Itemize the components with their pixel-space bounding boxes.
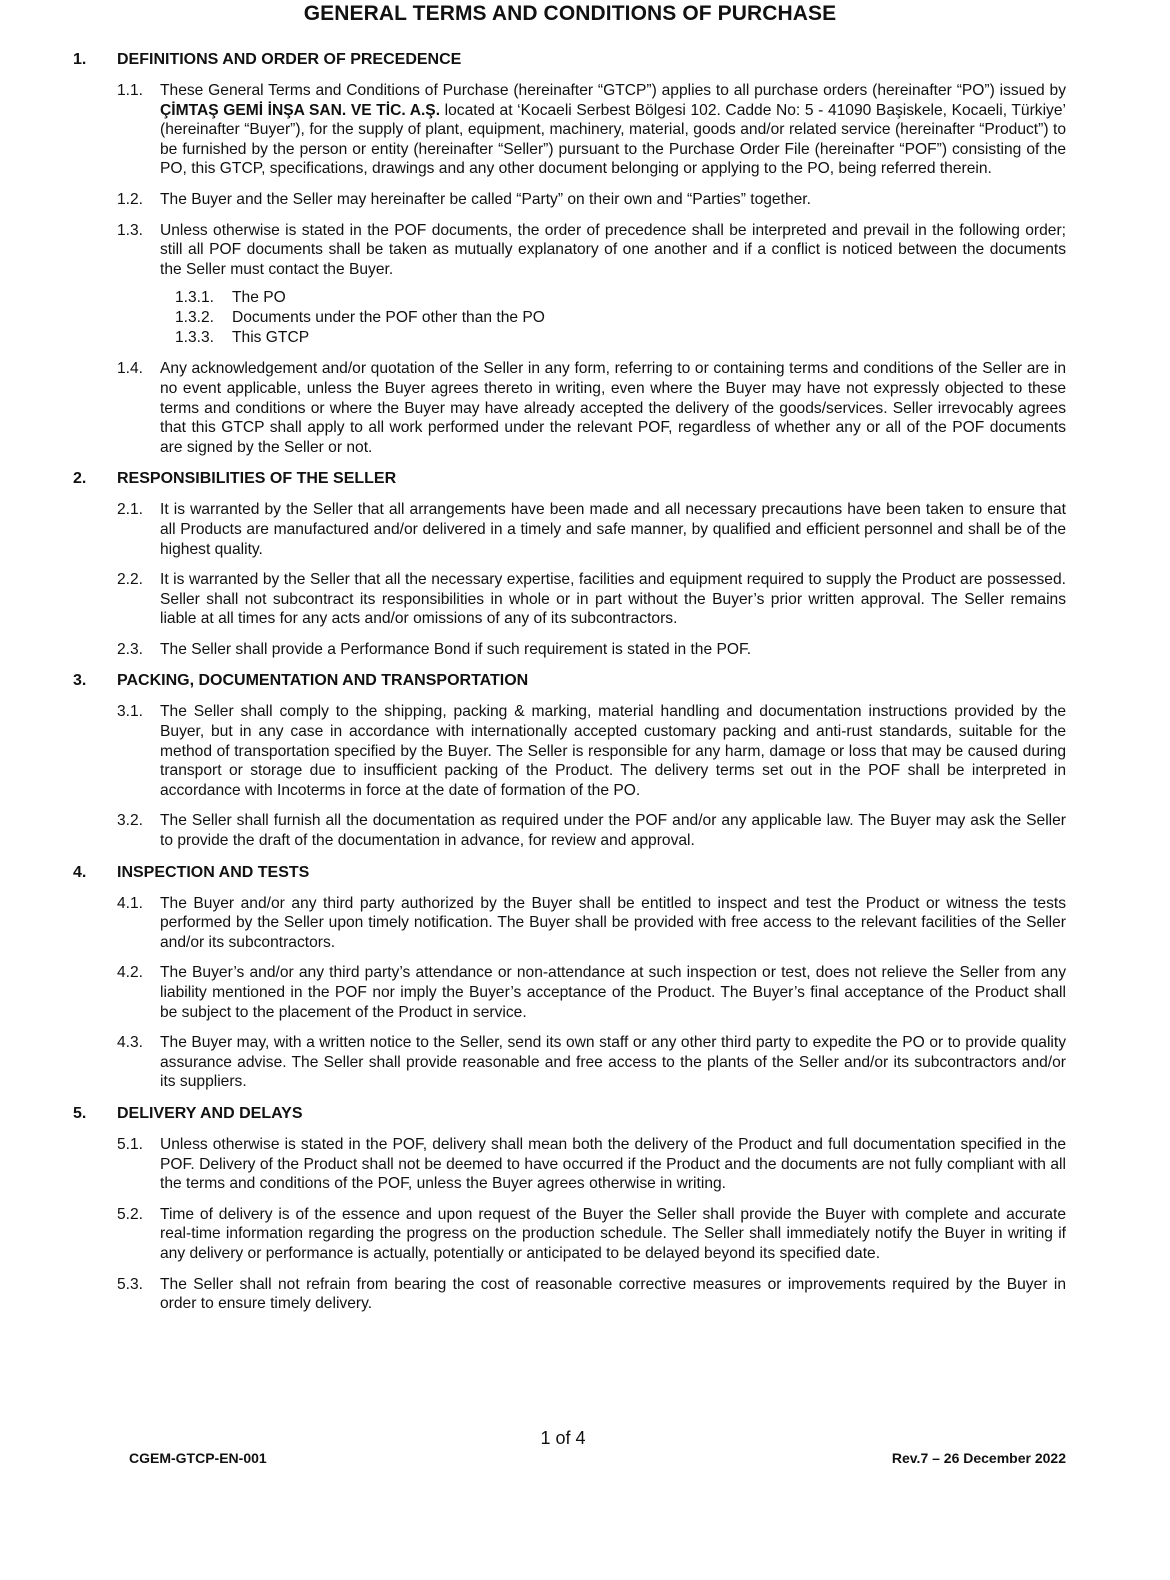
- section-title: PACKING, DOCUMENTATION AND TRANSPORTATION: [117, 672, 529, 690]
- sections-container: [0, 49, 1170, 1325]
- clause-number: 2.1.: [117, 501, 144, 519]
- section-delivery: [0, 1103, 1170, 1314]
- section-number: 4.: [73, 863, 87, 881]
- section-packing: [0, 670, 1170, 850]
- clause-3-1: [0, 702, 1170, 800]
- clause-5-2: [0, 1205, 1170, 1264]
- section-heading: [0, 49, 1170, 71]
- clause-1-1: [0, 81, 1170, 179]
- clause-2-3: [0, 640, 1170, 660]
- clause-number: 1.3.: [117, 221, 144, 239]
- subclause-text: This GTCP: [232, 329, 310, 347]
- section-title: DEFINITIONS AND ORDER OF PRECEDENCE: [117, 51, 462, 68]
- clause-text: The Seller shall provide a Performance Bond if such requirement is stated in the POF.: [160, 640, 752, 658]
- list-item: [0, 328, 1170, 348]
- section-heading: [0, 1103, 1170, 1125]
- clause-number: 2.3.: [117, 640, 144, 658]
- section-title: RESPONSIBILITIES OF THE SELLER: [117, 470, 397, 488]
- clause-4-1: [0, 894, 1170, 953]
- precedence-list: [0, 288, 1170, 348]
- clause-number: 1.4.: [117, 360, 144, 378]
- section-heading: [0, 468, 1170, 490]
- document-title: GENERAL TERMS AND CONDITIONS OF PURCHASE: [303, 2, 837, 25]
- clause-text: The Seller shall not refrain from bearing the cost of reasonable corrective measures or improvements required by the Buyer in order to ensure timely delivery.: [160, 1275, 1066, 1313]
- clause-number: 1.2.: [117, 190, 144, 208]
- clause-number: 1.1.: [117, 82, 144, 99]
- clause-5-1: [0, 1135, 1170, 1194]
- clause-2-1: [0, 500, 1170, 559]
- clause-number: 5.2.: [117, 1205, 144, 1223]
- section-number: 2.: [73, 470, 87, 488]
- subclause-number: 1.3.2.: [175, 309, 215, 327]
- clause-number: 2.2.: [117, 571, 144, 589]
- clause-text: The Buyer may, with a written notice to the Seller, send its own staff or any other third party to expedite the PO or to provide quality assurance advise. The Seller shall provide reasonable and free access to the plants of the Seller and/or its subcontractors and/or its suppliers.: [160, 1034, 1066, 1091]
- clause-text-pre: These General Terms and Conditions of Purchase (hereinafter “GTCP”) applies to all purchase orders (hereinafter “PO”) issued by: [160, 82, 1066, 99]
- clause-5-3: [0, 1275, 1170, 1314]
- document-code: CGEM-GTCP-EN-001: [129, 1450, 267, 1466]
- section-title: DELIVERY AND DELAYS: [117, 1104, 303, 1122]
- clause-2-2: [0, 570, 1170, 629]
- clause-number: 4.3.: [117, 1034, 144, 1052]
- clause-1-4: [0, 359, 1170, 457]
- subclause-text: Documents under the POF other than the PO: [232, 309, 545, 327]
- clause-number: 4.2.: [117, 964, 144, 982]
- section-definitions: [0, 49, 1170, 457]
- clause-number: 5.3.: [117, 1275, 144, 1293]
- clause-text: Unless otherwise is stated in the POF, delivery shall mean both the delivery of the Product and full documentation specified in the POF. Delivery of the Product shall not be deemed to have occurred if the Product and the documents are not fully compliant with all the terms and conditions of the POF, unless the Buyer agrees otherwise in writing.: [160, 1135, 1066, 1193]
- clause-text: Time of delivery is of the essence and upon request of the Buyer the Seller shall provide the Buyer with complete and accurate real-time information regarding the progress on the production schedule. The Seller shall immediately notify the Buyer in writing if any delivery or performance is actually, potentially or anticipated to be delayed beyond its specified date.: [160, 1205, 1066, 1262]
- section-title: INSPECTION AND TESTS: [117, 863, 310, 881]
- clause-text: It is warranted by the Seller that all the necessary expertise, facilities and equipment required to supply the Product are possessed. Seller shall not subcontract its responsibilities in whole or in part without the Buyer’s prior written approval. The Seller remains liable at all times for any acts and/or omissions of any of its subcontractors.: [160, 571, 1066, 628]
- section-number: 1.: [73, 51, 87, 68]
- list-item: [0, 308, 1170, 328]
- subclause-text: The PO: [232, 289, 286, 307]
- section-heading: [0, 670, 1170, 692]
- clause-text: The Seller shall furnish all the documentation as required under the POF and/or any applicable law. The Buyer may ask the Seller to provide the draft of the documentation in advance, for review and approval.: [160, 812, 1066, 850]
- revision-date: Rev.7 – 26 December 2022: [891, 1450, 1066, 1466]
- list-item: [0, 288, 1170, 308]
- clause-number: 3.1.: [117, 703, 144, 721]
- section-inspection: [0, 862, 1170, 1092]
- clause-text: [160, 81, 1066, 179]
- clause-text: The Buyer’s and/or any third party’s attendance or non-attendance at such inspection or test, does not relieve the Seller from any liability mentioned in the POF nor imply the Buyer’s acceptance of the Product. The Buyer’s final acceptance of the Product shall be subject to the placement of the Product in service.: [160, 964, 1066, 1021]
- clause-text: Unless otherwise is stated in the POF documents, the order of precedence shall be interpreted and prevail in the following order; still all POF documents shall be taken as mutually explanatory of one another and if a conflict is noticed between the documents the Seller must contact the Buyer.: [160, 221, 1066, 278]
- clause-number: 4.1.: [117, 894, 144, 912]
- buyer-company-name: ÇİMTAŞ GEMİ İNŞA SAN. VE TİC. A.Ş.: [160, 101, 441, 119]
- subclause-number: 1.3.1.: [175, 289, 215, 307]
- clause-1-2: [0, 190, 1170, 210]
- section-number: 3.: [73, 672, 87, 690]
- clause-number: 3.2.: [117, 812, 144, 830]
- clause-text: Any acknowledgement and/or quotation of the Seller in any form, referring to or containing terms and conditions of the Seller are in no event applicable, unless the Buyer agrees thereto in writing, even where the Buyer may have not expressly objected to these terms and conditions or where the Buyer may have already accepted the delivery of the goods/services. Seller irrevocably agrees that this GTCP shall apply to all work performed under the relevant POF, regardless of whether any or all of the POF documents are signed by the Seller or not.: [160, 360, 1066, 456]
- clause-text-post: located at ‘Kocaeli Serbest Bölgesi 102. Cadde No: 5 - 41090 Başiskele, Kocaeli, Türkiye’ (hereinafter “Buyer”), for the supply of plant, equipment, machinery, material, goods and/or related service (hereinafter “Product”) to be furnished by the person or entity (hereinafter “Seller”) pursuant to the Purchase Order File (hereinafter “POF”) consisting of the PO, this GTCP, specifications, drawings and any other document belonging or applying to the PO, being referred therein.: [160, 101, 1066, 178]
- section-heading: [0, 862, 1170, 884]
- section-responsibilities: [0, 468, 1170, 659]
- clause-1-3: [0, 221, 1170, 349]
- clause-text: It is warranted by the Seller that all arrangements have been made and all necessary precautions have been taken to ensure that all Products are manufactured and/or delivered in a timely and safe manner, by qualified and efficient personnel and shall be of the highest quality.: [160, 501, 1066, 558]
- clause-4-3: [0, 1033, 1170, 1092]
- page-number: 1 of 4: [540, 1428, 586, 1448]
- clause-number: 5.1.: [117, 1135, 144, 1153]
- section-number: 5.: [73, 1104, 87, 1122]
- clause-4-2: [0, 963, 1170, 1022]
- clause-3-2: [0, 811, 1170, 850]
- clause-text: The Buyer and/or any third party authorized by the Buyer shall be entitled to inspect and test the Product or witness the tests performed by the Seller upon timely notification. The Buyer shall be provided with free access to the relevant facilities of the Seller and/or its subcontractors.: [160, 894, 1066, 951]
- clause-text: The Seller shall comply to the shipping, packing & marking, material handling and documentation instructions provided by the Buyer, but in any case in accordance with internationally accepted customary packing and anti-rust standards, suitable for the method of transportation specified by the Buyer. The Seller is responsible for any harm, damage or loss that may be caused during transport or storage due to insufficient packing of the Product. The delivery terms set out in the POF shall be interpreted in accordance with Incoterms in force at the date of formation of the PO.: [160, 703, 1066, 799]
- clause-text: The Buyer and the Seller may hereinafter be called “Party” on their own and “Parties” together.: [160, 190, 811, 208]
- subclause-number: 1.3.3.: [175, 329, 215, 347]
